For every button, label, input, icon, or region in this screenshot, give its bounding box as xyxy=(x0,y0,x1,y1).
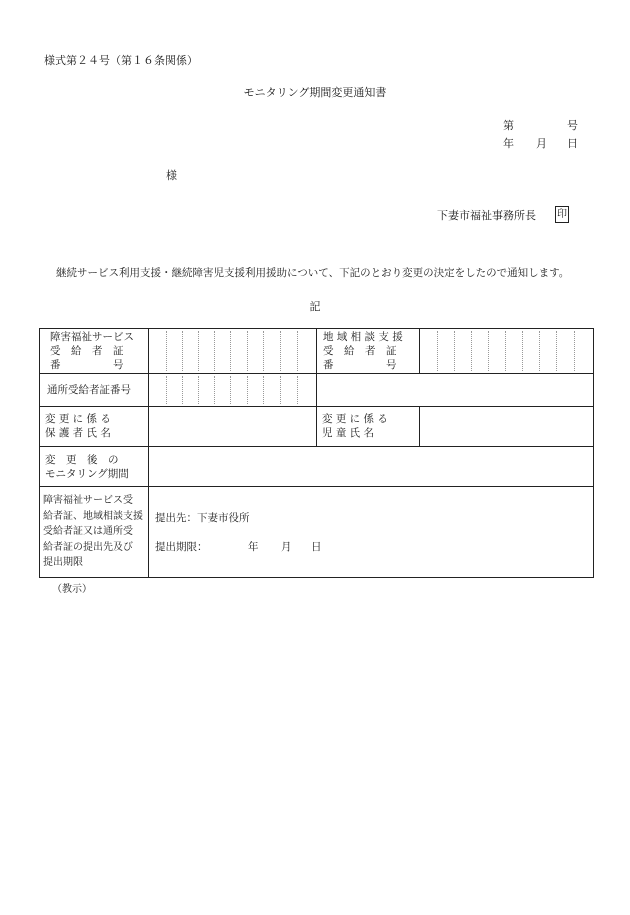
consult-cert-label: 地 域 相 談 支 援 受 給 者 証 番 号 xyxy=(323,331,403,371)
rule-bottom xyxy=(39,577,594,578)
day-cert-label: 通所受給者証番号 xyxy=(47,384,131,396)
deadline-label: 提出期限： xyxy=(155,541,208,553)
seal-mark: 印 xyxy=(555,206,569,223)
guardian-label: 変 更 に 係 る 保 護 者 氏 名 xyxy=(45,413,111,439)
number-prefix: 第 xyxy=(503,119,514,132)
child-label: 変 更 に 係 る 児 童 氏 名 xyxy=(322,413,388,439)
form-number: 様式第２４号（第１６条関係） xyxy=(44,54,198,67)
date-year: 年 xyxy=(503,137,514,150)
notice-body: 継続サービス利用支援・継続障害児支援利用援助について、下記のとおり変更の決定をしたので通知します。 xyxy=(56,267,570,279)
recipient-honorific: 様 xyxy=(166,169,177,182)
rule-row3 xyxy=(39,446,594,447)
document-title: モニタリング期間変更通知書 xyxy=(243,86,387,99)
date-month: 月 xyxy=(536,137,547,150)
number-suffix: 号 xyxy=(567,119,578,132)
submit-label: 障害福祉サービス受 給者証、地域相談支援 受給者証又は通所受 給者証の提出先及び 提出期限 xyxy=(43,495,143,568)
deadline-month: 月 xyxy=(281,541,292,553)
date-day: 日 xyxy=(567,137,578,150)
deadline-year: 年 xyxy=(248,541,259,553)
rule-mid xyxy=(316,328,317,446)
footnote: （教示） xyxy=(52,584,92,595)
rule-right-label-b xyxy=(419,406,420,447)
disability-cert-label: 障害福祉サービス 受 給 者 証 番 号 xyxy=(50,331,134,371)
rule-left xyxy=(39,328,40,578)
rule-row4 xyxy=(39,486,594,487)
issuer-name: 下妻市福祉事務所長 xyxy=(437,209,536,222)
submit-to: 提出先：下妻市役所 xyxy=(155,512,250,524)
ki-heading: 記 xyxy=(309,300,321,313)
info-table xyxy=(39,328,594,578)
rule-right xyxy=(593,328,594,578)
period-label: 変 更 後 の モニタリング期間 xyxy=(45,454,129,480)
rule-label-col xyxy=(148,328,149,578)
deadline-day: 日 xyxy=(311,541,322,553)
rule-right-label-a xyxy=(419,328,420,374)
